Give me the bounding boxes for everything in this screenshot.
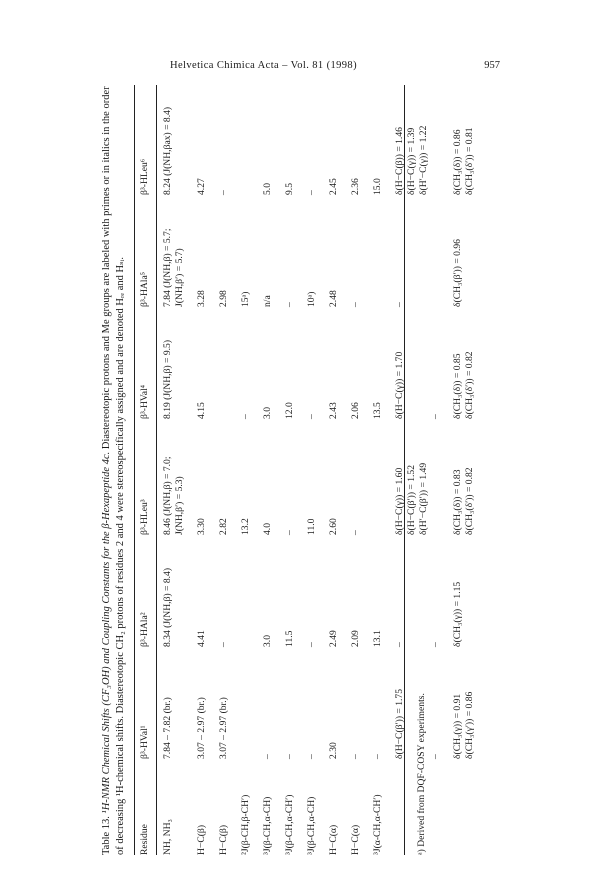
table-cell: – [306,190,317,195]
table-cell: 8.34 (J(NH,β) = 8.4) [162,567,173,647]
table-cell: 11.5 [284,630,295,647]
table-row [372,85,394,855]
table-cell: 2.82 [218,518,229,535]
row-label: NH, NH₃ [162,819,173,855]
table-cell: – [218,642,229,647]
table-cell [240,535,262,647]
table-cell: 2.43 [328,402,339,419]
table-cell: 2.09 [350,630,361,647]
row-label: ³J(β-CH,α-CH′) [284,794,295,855]
table-cell: – [284,302,295,307]
column-header: β³-HVal¹ [139,725,150,759]
table-cell: 2.45 [328,178,339,195]
cell-line: δ(H′−C(β′)) = 1.49 [418,462,429,535]
table-cell [452,85,476,195]
cell-line: δ(CH₃(δ′)) = 0.82 [464,351,475,419]
table-cell: 3.07 – 2.97 (br.) [218,697,229,759]
table-cell [430,195,452,307]
table-cell [157,195,197,307]
column-header: β³-HLeu⁶ [139,158,150,195]
table-row [284,85,306,855]
table-cell [372,419,394,535]
table-cell: 2.48 [328,290,339,307]
table-row [218,85,240,855]
table-cell: – [284,530,295,535]
table-cell: – [306,642,317,647]
cell-line: δ(CH₃(δ′)) = 0.82 [464,467,475,535]
cell-line: δ(CH₃(δ)) = 0.85 [452,353,463,419]
table-cell: – [394,302,405,307]
running-header [170,60,500,74]
table-cell: 3.28 [196,290,207,307]
table-cell: δ(CH₃(γ)) = 1.15 [452,581,463,647]
table-cell: – [262,754,273,759]
table-cell [372,195,394,307]
row-label [430,759,452,855]
table-cell [218,307,240,419]
cell-line: δ(H−C(β)) = 1.46 [394,127,405,195]
table-cell: 12.0 [284,402,295,419]
table-caption [100,85,128,855]
table-cell [240,647,262,759]
table-cell [157,419,197,535]
bottom-rule [404,85,405,855]
table-cell: 11.0 [306,518,317,535]
cell-line: δ(H−C(γ)) = 1.39 [406,127,417,195]
table-cell: – [350,754,361,759]
table-cell: 13.1 [372,630,383,647]
table-cell: – [306,754,317,759]
table-row [157,85,197,855]
cell-line: δ(CH₃(δ)) = 0.86 [452,129,463,195]
cell-line: 8.46 (J(NH,β) = 7.0; [162,456,173,535]
row-label: H−C(α) [350,824,361,855]
row-label [452,759,476,855]
table-cell: – [430,754,441,759]
table-cell: 5.0 [262,183,273,195]
table-cell: δ(H−C(β′)) = 1.75 [394,688,405,759]
table-cell: 3.0 [262,635,273,647]
row-label: H−C(β) [196,824,207,855]
rotated-table-block [100,85,475,855]
table-cell: – [284,754,295,759]
cell-line: δ(CH₃(δ′)) = 0.81 [464,127,475,195]
cell-line: J(NH,β′) = 5.7) [174,248,185,307]
table-row [350,85,372,855]
table-row [306,85,328,855]
table-cell [452,307,476,419]
table-cell: – [430,414,441,419]
table-cell: – [350,302,361,307]
caption-text: Diastereotopic protons and Me groups are labeled with primes or in italics in the order of decreasing ¹H-chemical shifts. Diastereotopic CH₂ protons of residues 2 and 4 were stereospecifically assigned and are denoted Hᵣₑ and Hₛᵢ. [101,86,126,855]
row-label: ²J(β-CH,β-CH′) [240,794,251,855]
table-cell: 9.5 [284,183,295,195]
cell-line: δ(H−C(β′)) = 1.52 [406,464,417,535]
table-cell: – [306,414,317,419]
cell-line: δ(H−C(γ)) = 1.60 [394,467,405,535]
table-row [262,85,284,855]
row-label: H−C(β) [218,824,229,855]
cell-line: δ(CH₃(γ′)) = 0.86 [464,691,475,759]
table-cell: 3.0 [262,407,273,419]
table-cell: 8.19 (J(NH,β) = 9.5) [162,339,173,419]
table-cell: – [394,642,405,647]
table-cell: 4.0 [262,523,273,535]
table-cell: 13.2 [240,518,251,535]
journal-title: Helvetica Chimica Acta – Vol. 81 (1998) [170,60,357,71]
cell-line: δ(H′−C(γ)) = 1.22 [418,125,429,195]
table-cell: – [350,530,361,535]
table-cell: 2.98 [218,290,229,307]
column-header: β³-HAla⁵ [139,271,150,307]
cell-line: δ(CH₃(γ)) = 0.91 [452,693,463,759]
table-cell: 4.41 [196,630,207,647]
table-header [135,85,157,855]
table-cell [452,419,476,535]
table-cell: – [240,414,251,419]
table-cell: – [218,190,229,195]
table-cell [430,419,452,535]
table-cell: 2.60 [328,518,339,535]
table-row [452,85,476,855]
table-cell: 13.5 [372,402,383,419]
cell-line: δ(CH₃(δ)) = 0.83 [452,469,463,535]
table-cell: 2.49 [328,630,339,647]
table-cell: 3.30 [196,518,207,535]
row-label: H−C(α) [328,824,339,855]
table-cell [452,647,476,759]
table-cell: 15ᵃ) [240,291,251,307]
table-cell: 4.15 [196,402,207,419]
table-cell: 15.0 [372,178,383,195]
table-cell [394,85,430,195]
footnote: ᵃ) Derived from DQF-COSY experiments. [416,693,427,855]
column-header: β³-HAla² [139,612,150,647]
column-header: β³-HVal⁴ [139,384,150,419]
row-label: ³J(β-CH,α-CH) [306,796,317,855]
table-cell: 3.07 – 2.97 (br.) [196,697,207,759]
table-cell [240,85,262,195]
table-title: ¹H-NMR Chemical Shifts (CF₃OH) and Coupling Constants for the β-Hexapeptide 4c. [101,451,112,814]
table-cell: 8.24 (J(NH,βax) = 8.4) [162,106,173,195]
table-cell: 4.27 [196,178,207,195]
table-cell [430,85,452,195]
table-cell: 10ᵃ) [306,291,317,307]
table-cell: n/a [262,295,273,307]
table-row [430,85,452,855]
table-cell: δ(CH₃(β′)) = 0.96 [452,239,463,307]
table-cell: 2.30 [328,742,339,759]
table-cell [394,419,430,535]
column-header: β³-HLeu³ [139,499,150,535]
table-number: Table 13. [101,816,112,855]
table-cell: 2.36 [350,178,361,195]
table-row [196,85,218,855]
table-row [328,85,350,855]
table-cell: 2.06 [350,402,361,419]
table-body [157,85,477,855]
row-label: ³J(β-CH,α-CH) [262,796,273,855]
cell-line: 7.84 (J(NH,β) = 5.7; [162,228,173,307]
row-label: ³J(α-CH,α-CH′) [372,794,383,855]
table-cell: 7.84 – 7.82 (br.) [162,697,173,759]
table-cell: – [372,754,383,759]
table-row [240,85,262,855]
table-cell: – [430,642,441,647]
cell-line: J(NH,β′) = 5.3) [174,476,185,535]
column-header: Residue [139,824,150,855]
table-cell: δ(H−C(γ)) = 1.70 [394,351,405,419]
page-number: 957 [484,60,500,71]
